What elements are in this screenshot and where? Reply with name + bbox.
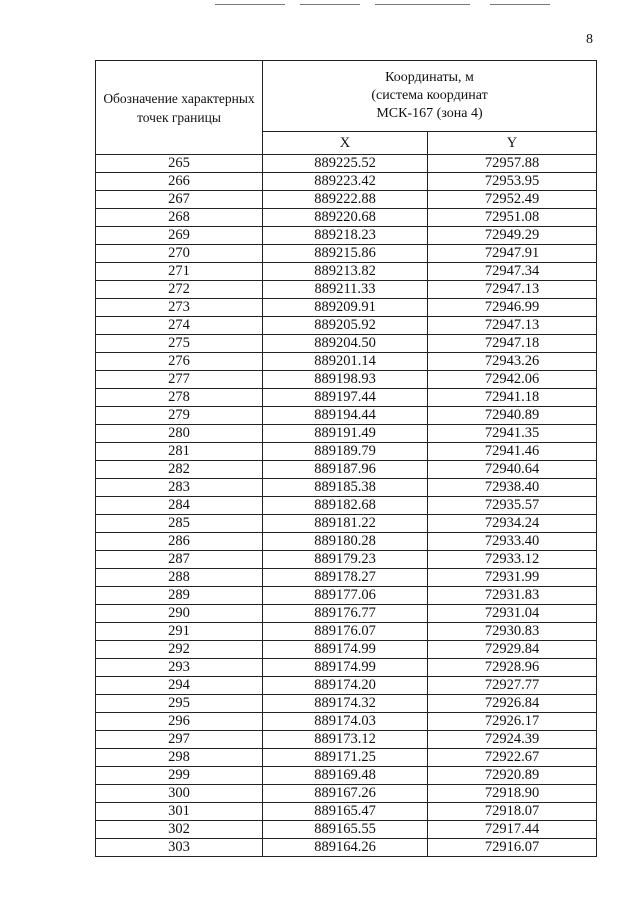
- table-row: [96, 497, 597, 515]
- y-cell: 72947.34: [428, 263, 597, 281]
- point-cell: 272: [96, 281, 263, 299]
- table-row: [96, 353, 597, 371]
- y-cell: 72949.29: [428, 227, 597, 245]
- y-cell: 72947.13: [428, 317, 597, 335]
- y-cell: 72940.64: [428, 461, 597, 479]
- point-cell: 288: [96, 569, 263, 587]
- point-cell: 285: [96, 515, 263, 533]
- x-cell: 889174.20: [263, 677, 428, 695]
- table-row: [96, 767, 597, 785]
- point-cell: 278: [96, 389, 263, 407]
- header-points: Обозначение характерных точек границы: [96, 61, 263, 155]
- y-cell: 72952.49: [428, 191, 597, 209]
- y-cell: 72928.96: [428, 659, 597, 677]
- y-cell: 72918.07: [428, 803, 597, 821]
- x-cell: 889215.86: [263, 245, 428, 263]
- point-cell: 287: [96, 551, 263, 569]
- point-cell: 267: [96, 191, 263, 209]
- table-row: [96, 479, 597, 497]
- x-cell: 889169.48: [263, 767, 428, 785]
- table-body: [96, 155, 597, 857]
- y-cell: 72946.99: [428, 299, 597, 317]
- y-cell: 72927.77: [428, 677, 597, 695]
- table-row: [96, 587, 597, 605]
- y-cell: 72941.18: [428, 389, 597, 407]
- x-cell: 889174.03: [263, 713, 428, 731]
- x-cell: 889220.68: [263, 209, 428, 227]
- table-row: [96, 317, 597, 335]
- x-cell: 889194.44: [263, 407, 428, 425]
- x-cell: 889167.26: [263, 785, 428, 803]
- x-cell: 889181.22: [263, 515, 428, 533]
- x-cell: 889171.25: [263, 749, 428, 767]
- header-x: X: [263, 132, 428, 155]
- point-cell: 294: [96, 677, 263, 695]
- x-cell: 889165.47: [263, 803, 428, 821]
- point-cell: 280: [96, 425, 263, 443]
- point-cell: 291: [96, 623, 263, 641]
- y-cell: 72920.89: [428, 767, 597, 785]
- point-cell: 277: [96, 371, 263, 389]
- point-cell: 296: [96, 713, 263, 731]
- table-row: [96, 173, 597, 191]
- x-cell: 889222.88: [263, 191, 428, 209]
- header-coords-line2: (система координат: [371, 88, 488, 104]
- table-row: [96, 407, 597, 425]
- point-cell: 302: [96, 821, 263, 839]
- x-cell: 889197.44: [263, 389, 428, 407]
- point-cell: 274: [96, 317, 263, 335]
- point-cell: 295: [96, 695, 263, 713]
- y-cell: 72922.67: [428, 749, 597, 767]
- table-row: [96, 227, 597, 245]
- y-cell: 72941.35: [428, 425, 597, 443]
- table-row: [96, 443, 597, 461]
- y-cell: 72924.39: [428, 731, 597, 749]
- table-row: [96, 533, 597, 551]
- table-row: [96, 371, 597, 389]
- table-row: [96, 713, 597, 731]
- point-cell: 298: [96, 749, 263, 767]
- x-cell: 889211.33: [263, 281, 428, 299]
- y-cell: 72933.40: [428, 533, 597, 551]
- y-cell: 72926.17: [428, 713, 597, 731]
- x-cell: 889218.23: [263, 227, 428, 245]
- point-cell: 284: [96, 497, 263, 515]
- point-cell: 289: [96, 587, 263, 605]
- table-row: [96, 839, 597, 857]
- table-row: [96, 389, 597, 407]
- point-cell: 283: [96, 479, 263, 497]
- point-cell: 266: [96, 173, 263, 191]
- table-row: [96, 695, 597, 713]
- y-cell: 72938.40: [428, 479, 597, 497]
- x-cell: 889164.26: [263, 839, 428, 857]
- point-cell: 286: [96, 533, 263, 551]
- point-cell: 292: [96, 641, 263, 659]
- y-cell: 72943.26: [428, 353, 597, 371]
- x-cell: 889174.99: [263, 659, 428, 677]
- y-cell: 72917.44: [428, 821, 597, 839]
- y-cell: 72940.89: [428, 407, 597, 425]
- top-rule: [375, 4, 470, 5]
- x-cell: 889225.52: [263, 155, 428, 173]
- top-rule: [300, 4, 360, 5]
- table-row: [96, 749, 597, 767]
- x-cell: 889173.12: [263, 731, 428, 749]
- y-cell: 72916.07: [428, 839, 597, 857]
- x-cell: 889213.82: [263, 263, 428, 281]
- x-cell: 889185.38: [263, 479, 428, 497]
- x-cell: 889204.50: [263, 335, 428, 353]
- x-cell: 889201.14: [263, 353, 428, 371]
- x-cell: 889182.68: [263, 497, 428, 515]
- y-cell: 72929.84: [428, 641, 597, 659]
- point-cell: 282: [96, 461, 263, 479]
- point-cell: 303: [96, 839, 263, 857]
- top-rule: [490, 4, 550, 5]
- header-coords-line3: МСК-167 (зона 4): [376, 106, 483, 122]
- table-row: [96, 623, 597, 641]
- point-cell: 273: [96, 299, 263, 317]
- x-cell: 889176.77: [263, 605, 428, 623]
- point-cell: 299: [96, 767, 263, 785]
- point-cell: 268: [96, 209, 263, 227]
- x-cell: 889180.28: [263, 533, 428, 551]
- table-row: [96, 209, 597, 227]
- point-cell: 270: [96, 245, 263, 263]
- x-cell: 889187.96: [263, 461, 428, 479]
- y-cell: 72930.83: [428, 623, 597, 641]
- x-cell: 889179.23: [263, 551, 428, 569]
- x-cell: 889177.06: [263, 587, 428, 605]
- table-row: [96, 641, 597, 659]
- point-cell: 290: [96, 605, 263, 623]
- x-cell: 889165.55: [263, 821, 428, 839]
- header-y: Y: [428, 132, 597, 155]
- point-cell: 281: [96, 443, 263, 461]
- point-cell: 300: [96, 785, 263, 803]
- y-cell: 72942.06: [428, 371, 597, 389]
- x-cell: 889205.92: [263, 317, 428, 335]
- coordinates-table: [95, 60, 597, 857]
- point-cell: 276: [96, 353, 263, 371]
- header-coordinates: [263, 61, 597, 132]
- table-row: [96, 299, 597, 317]
- table-row: [96, 515, 597, 533]
- y-cell: 72926.84: [428, 695, 597, 713]
- y-cell: 72935.57: [428, 497, 597, 515]
- x-cell: 889209.91: [263, 299, 428, 317]
- table-row: [96, 461, 597, 479]
- table-row: [96, 551, 597, 569]
- point-cell: 279: [96, 407, 263, 425]
- table-row: [96, 605, 597, 623]
- x-cell: 889198.93: [263, 371, 428, 389]
- header-coords-line1: Координаты, м: [385, 70, 474, 86]
- table-row: [96, 785, 597, 803]
- table-row: [96, 425, 597, 443]
- x-cell: 889191.49: [263, 425, 428, 443]
- y-cell: 72931.83: [428, 587, 597, 605]
- x-cell: 889176.07: [263, 623, 428, 641]
- y-cell: 72934.24: [428, 515, 597, 533]
- point-cell: 271: [96, 263, 263, 281]
- table-row: [96, 245, 597, 263]
- x-cell: 889178.27: [263, 569, 428, 587]
- point-cell: 269: [96, 227, 263, 245]
- x-cell: 889174.32: [263, 695, 428, 713]
- table-row: [96, 659, 597, 677]
- table-row: [96, 731, 597, 749]
- y-cell: 72933.12: [428, 551, 597, 569]
- y-cell: 72931.99: [428, 569, 597, 587]
- page-number: 8: [586, 32, 593, 47]
- point-cell: 265: [96, 155, 263, 173]
- x-cell: 889223.42: [263, 173, 428, 191]
- table-row: [96, 677, 597, 695]
- point-cell: 293: [96, 659, 263, 677]
- table-row: [96, 263, 597, 281]
- table-row: [96, 281, 597, 299]
- y-cell: 72918.90: [428, 785, 597, 803]
- point-cell: 301: [96, 803, 263, 821]
- table-row: [96, 803, 597, 821]
- point-cell: 275: [96, 335, 263, 353]
- table-row: [96, 335, 597, 353]
- x-cell: 889174.99: [263, 641, 428, 659]
- table-row: [96, 191, 597, 209]
- y-cell: 72947.18: [428, 335, 597, 353]
- y-cell: 72951.08: [428, 209, 597, 227]
- y-cell: 72941.46: [428, 443, 597, 461]
- point-cell: 297: [96, 731, 263, 749]
- top-rule: [215, 4, 285, 5]
- table-row: [96, 821, 597, 839]
- y-cell: 72947.13: [428, 281, 597, 299]
- x-cell: 889189.79: [263, 443, 428, 461]
- y-cell: 72957.88: [428, 155, 597, 173]
- y-cell: 72947.91: [428, 245, 597, 263]
- table-row: [96, 155, 597, 173]
- table-row: [96, 569, 597, 587]
- y-cell: 72953.95: [428, 173, 597, 191]
- y-cell: 72931.04: [428, 605, 597, 623]
